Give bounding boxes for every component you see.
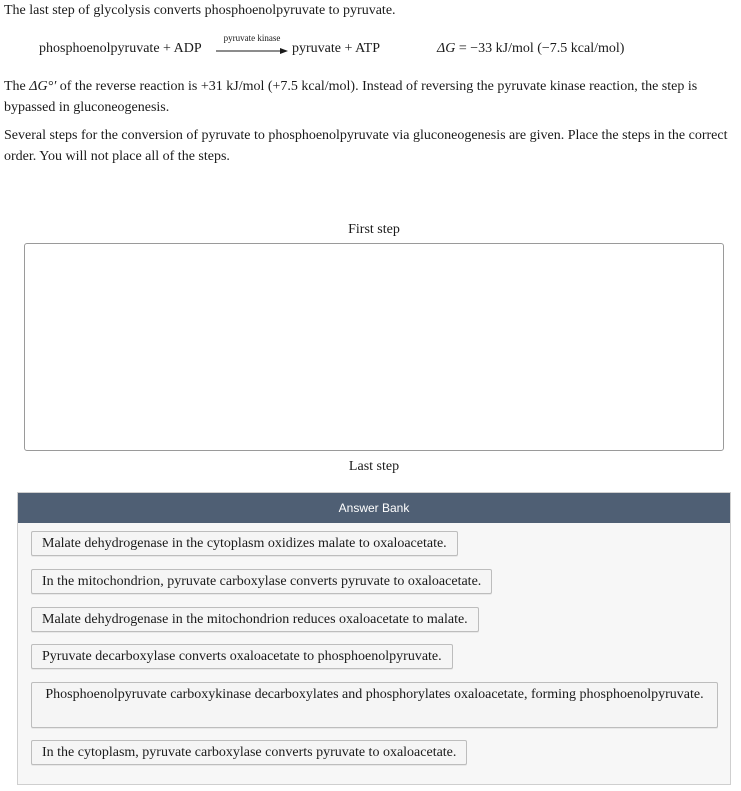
answer-card[interactable]: Phosphoenolpyruvate carboxykinase decarboxylates and phosphorylates oxaloacetate, forming phosphoenolpyruvate.: [31, 682, 718, 728]
first-step-label: First step: [348, 222, 400, 237]
answer-card[interactable]: Pyruvate decarboxylase converts oxaloacetate to phosphoenolpyruvate.: [31, 644, 453, 669]
equation-reactants: phosphoenolpyruvate + ADP: [39, 41, 202, 56]
delta-g-number: = −33 kJ/mol (−7.5 kcal/mol): [455, 41, 625, 56]
explanation-prefix: The: [4, 79, 30, 94]
enzyme-label: pyruvate kinase: [223, 33, 281, 43]
answer-card[interactable]: Malate dehydrogenase in the cytoplasm oxidizes malate to oxaloacetate.: [31, 531, 458, 556]
explanation-rest: of the reverse reaction is +31 kJ/mol (+7.5 kcal/mol). Instead of reversing the pyruvate kinase reaction, the step is bypassed in gluconeogenesis.: [4, 79, 698, 115]
delta-g-value: [437, 41, 624, 57]
intro-text: The last step of glycolysis converts phosphoenolpyruvate to pyruvate.: [4, 3, 396, 18]
delta-g-symbol: ΔG: [437, 41, 456, 56]
instructions-text: Several steps for the conversion of pyruvate to phosphoenolpyruvate via gluconeogenesis are given. Place the steps in the correct order. You will not place all of the steps.: [4, 128, 728, 164]
equation-products: pyruvate + ATP: [292, 41, 380, 56]
ordering-drop-zone[interactable]: [24, 243, 724, 451]
reaction-equation: [0, 34, 741, 64]
last-step-label: Last step: [348, 459, 400, 474]
delta-g-standard-symbol: ΔG°′: [29, 79, 57, 94]
answer-bank-title: Answer Bank: [18, 493, 730, 523]
right-arrow-icon: [214, 46, 290, 56]
answer-card[interactable]: In the mitochondrion, pyruvate carboxylase converts pyruvate to oxaloacetate.: [31, 569, 492, 594]
answer-card[interactable]: In the cytoplasm, pyruvate carboxylase converts pyruvate to oxaloacetate.: [31, 740, 467, 765]
answer-card[interactable]: Malate dehydrogenase in the mitochondrion reduces oxaloacetate to malate.: [31, 607, 479, 632]
answer-bank: [17, 492, 731, 785]
reaction-arrow: [214, 34, 290, 60]
explanation-text: [4, 76, 731, 118]
